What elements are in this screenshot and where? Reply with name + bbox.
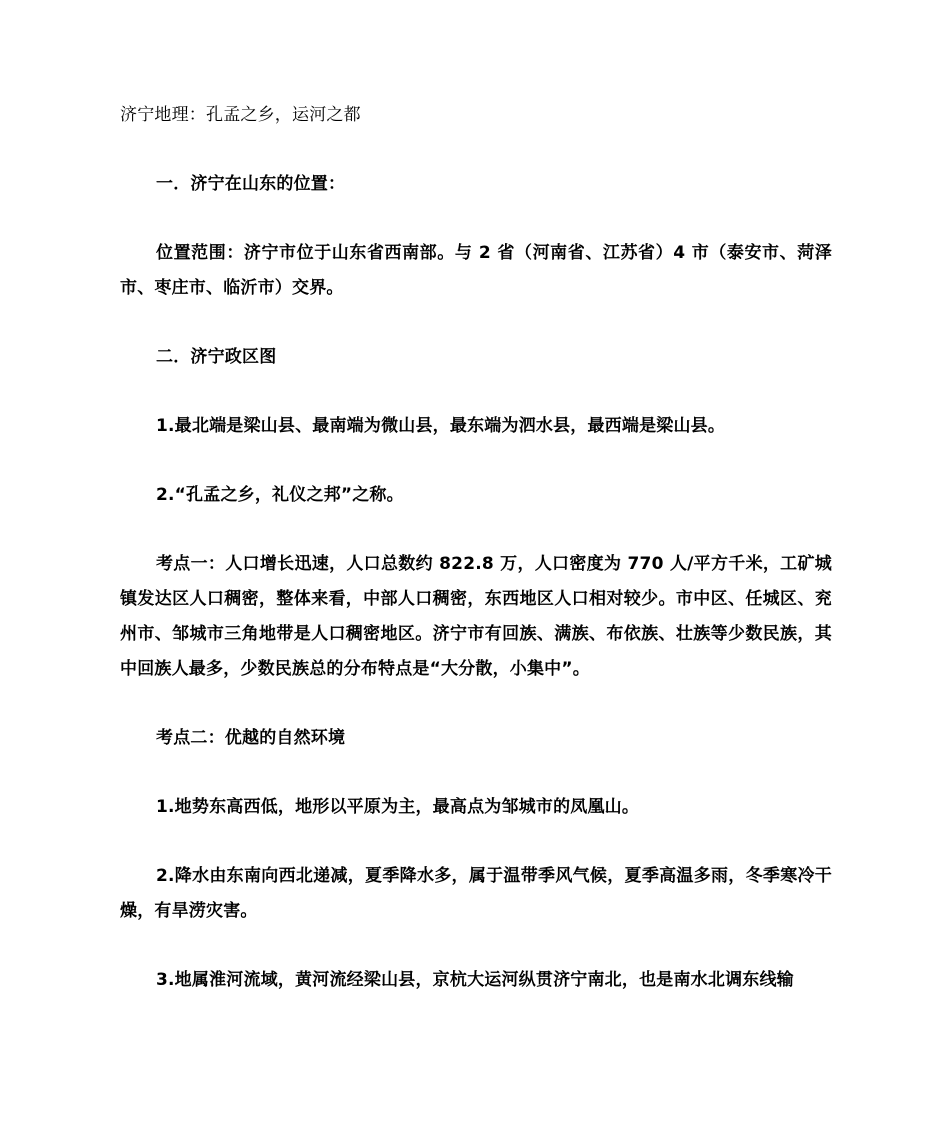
paragraph-nickname: 2.“孔孟之乡，礼仪之邦”之称。 [156, 485, 404, 505]
paragraph-population: 考点一：人口增长迅速，人口总数约 822.8 万，人口密度为 770 人/平方千米，工矿城镇发达区人口稠密，整体来看，中部人口稠密，东西地区人口相对较少。市中区、任城区、兖州市、邹城市三角地带是人口稠密地区。济宁市有回族、满族、布依族、壮族等少数民族，其中回族人最多，少数民族总的分布特点是“大分散，小集中”。 [120, 554, 832, 679]
paragraph-rivers: 3.地属淮河流域，黄河流经梁山县，京杭大运河纵贯济宁南北，也是南水北调东线输 [156, 970, 794, 990]
document-body [120, 98, 832, 1032]
paragraph-terrain: 1.地势东高西低，地形以平原为主，最高点为邹城市的凤凰山。 [156, 797, 640, 817]
document-title: 济宁地理：孔孟之乡，运河之都 [120, 105, 361, 125]
paragraph-extremities: 1.最北端是梁山县、最南端为微山县，最东端为泗水县，最西端是梁山县。 [156, 416, 726, 436]
section-heading-environment: 考点二：优越的自然环境 [156, 728, 346, 748]
paragraph-location-range: 位置范围：济宁市位于山东省西南部。与 2 省（河南省、江苏省）4 市（泰安市、菏泽市、枣庄市、临沂市）交界。 [120, 243, 832, 298]
section-heading-location: 一．济宁在山东的位置： [156, 174, 346, 194]
section-heading-admin-map: 二．济宁政区图 [156, 347, 277, 367]
paragraph-climate: 2.降水由东南向西北递减，夏季降水多，属于温带季风气候，夏季高温多雨，冬季寒冷干燥，有旱涝灾害。 [120, 866, 832, 921]
